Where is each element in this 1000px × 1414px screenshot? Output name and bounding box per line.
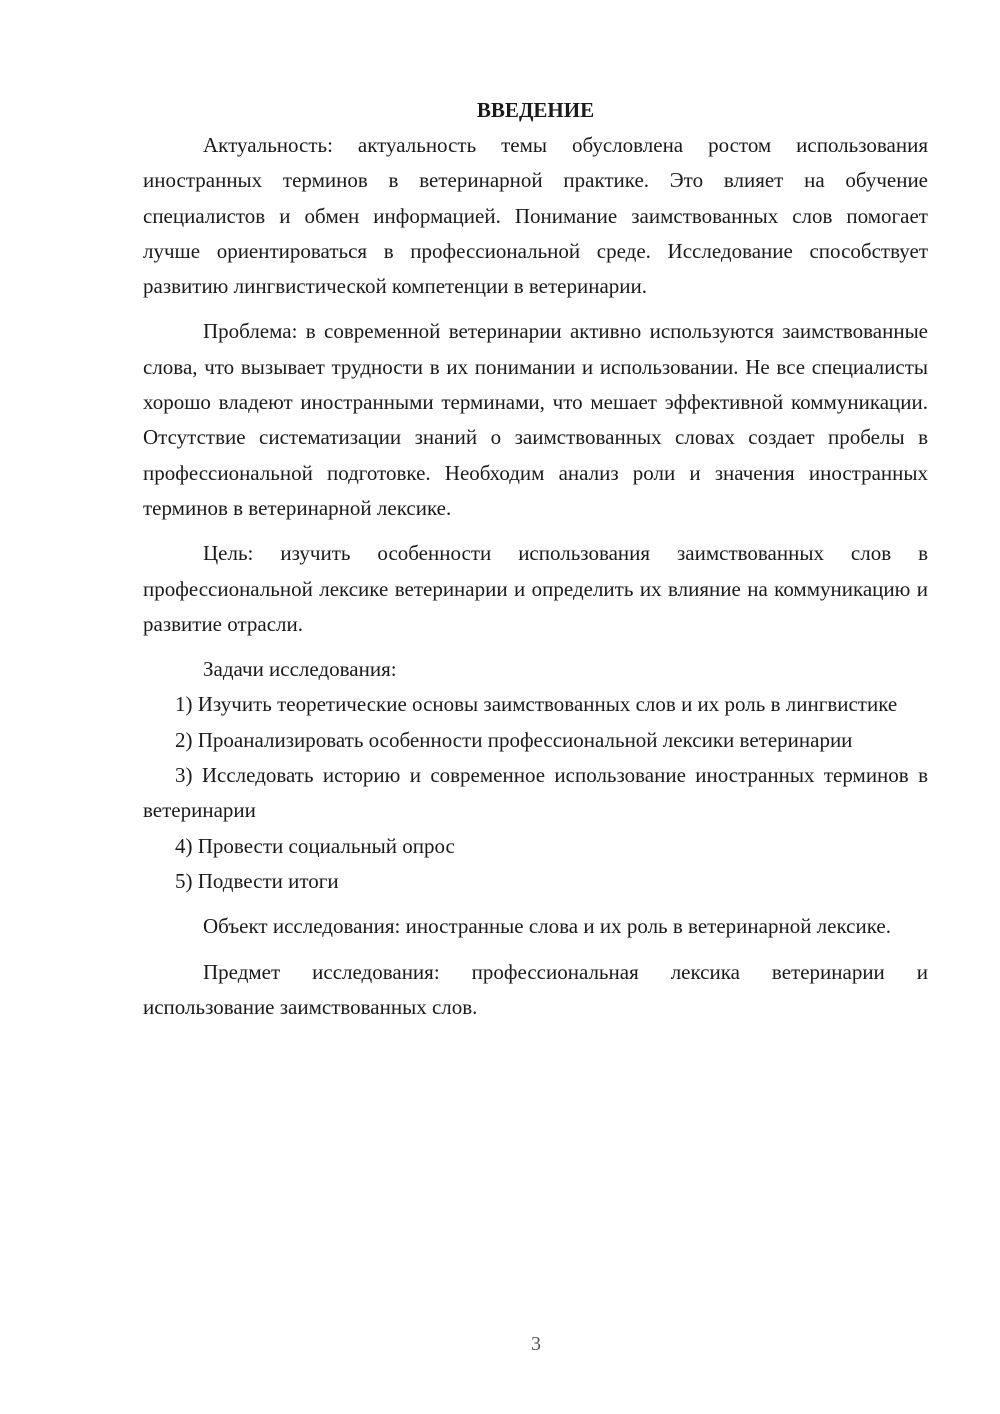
page-content	[143, 92, 928, 1025]
relevance-paragraph: Актуальность: актуальность темы обусловлена ростом использования иностранных терминов в ветеринарной практике. Это влияет на обучение специалистов и обмен информацией. Понимание заимствованных слов помогает лучше ориентироваться в профессиональной среде. Исследование способствует развитию лингвистической компетенции в ветеринарии.	[143, 133, 928, 299]
page-title: ВВЕДЕНИЕ	[476, 98, 595, 122]
goal-paragraph: Цель: изучить особенности использования заимствованных слов в профессиональной лексике ветеринарии и определить их влияние на коммуникацию и развитие отрасли.	[143, 541, 928, 636]
problem-paragraph: Проблема: в современной ветеринарии активно используются заимствованные слова, что вызывает трудности в их понимании и использовании. Не все специалисты хорошо владеют иностранными терминами, что мешает эффективной коммуникации. Отсутствие систематизации знаний о заимствованных словах создает пробелы в профессиональной подготовке. Необходим анализ роли и значения иностранных терминов в ветеринарной лексике.	[143, 319, 928, 520]
task-item-4: 4) Провести социальный опрос	[175, 833, 455, 858]
task-item-5: 5) Подвести итоги	[175, 868, 339, 893]
task-item-1: 1) Изучить теоретические основы заимствованных слов и их роль в лингвистике	[175, 692, 898, 717]
task-item-3: 3) Исследовать историю и современное использование иностранных терминов в ветеринарии	[143, 763, 928, 823]
page-number: 3	[531, 1333, 541, 1355]
subject-paragraph: Предмет исследования: профессиональная лексика ветеринарии и использование заимствованных слов.	[143, 959, 928, 1019]
object-paragraph: Объект исследования: иностранные слова и их роль в ветеринарной лексике.	[203, 914, 891, 939]
tasks-heading: Задачи исследования:	[203, 657, 397, 682]
task-item-2: 2) Проанализировать особенности профессиональной лексики ветеринарии	[175, 727, 853, 752]
